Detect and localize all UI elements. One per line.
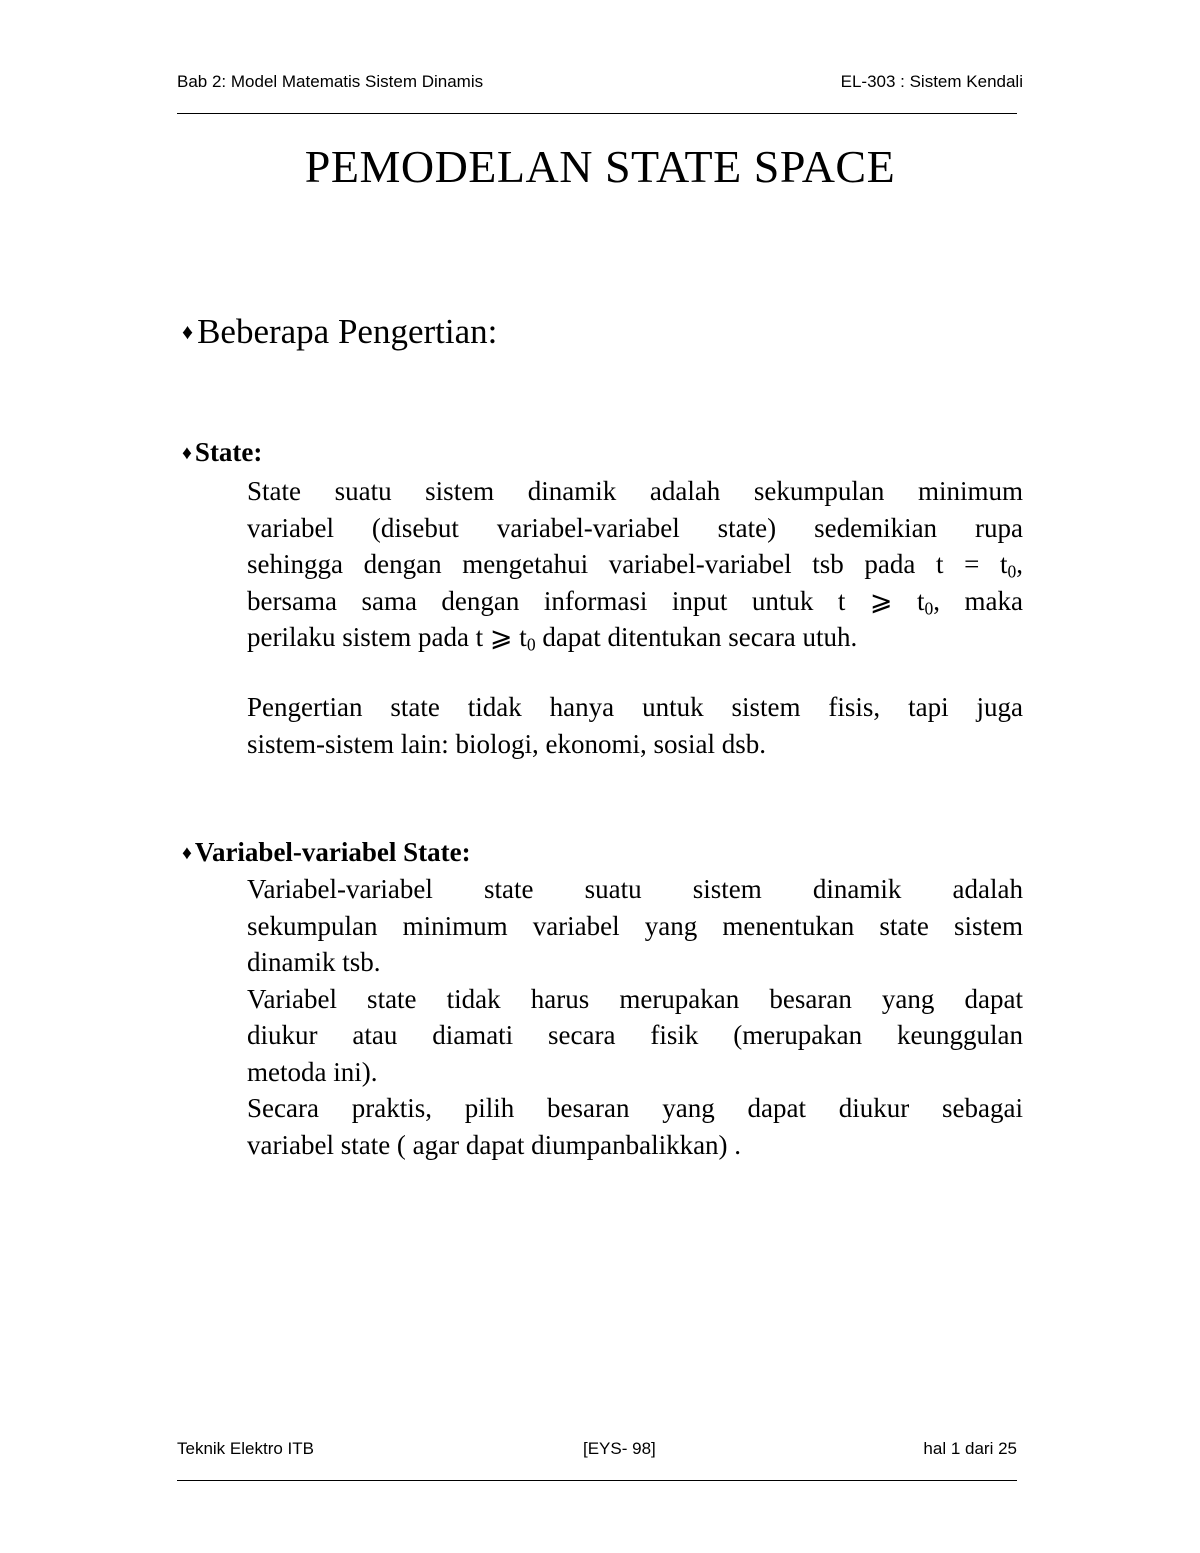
- text-line: State suatu sistem dinamik adalah sekumpulan minimum: [247, 476, 1023, 506]
- header-chapter-title: Bab 2: Model Matematis Sistem Dinamis: [177, 72, 484, 91]
- text-line: dinamik tsb.: [247, 947, 381, 977]
- page-footer: [177, 1439, 1023, 1463]
- variabel-paragraph: [247, 871, 1023, 1163]
- page-title: PEMODELAN STATE SPACE: [304, 141, 896, 192]
- text-line: metoda ini).: [247, 1056, 378, 1087]
- text-line: bersama sama dengan informasi input untuk t ⩾ $t_0$, maka: [247, 585, 1023, 618]
- diamond-bullet-icon: ♦: [182, 842, 192, 864]
- text-line: Pengertian state tidak hanya untuk sistem fisis, tapi juga: [247, 692, 1023, 722]
- text-line: Secara praktis, pilih besaran yang dapat diukur sebagai: [247, 1093, 1023, 1123]
- text-line: variabel state ( agar dapat diumpanbalikkan) .: [247, 1129, 742, 1160]
- text-line: sekumpulan minimum variabel yang menentukan state sistem: [247, 910, 1023, 941]
- state-scope-paragraph: [247, 689, 1023, 762]
- section-heading-text: Beberapa Pengertian:: [197, 312, 498, 351]
- section-heading: [182, 312, 497, 352]
- text-line: perilaku sistem pada t ⩾ $t_0$ dapat ditentukan secara utuh.: [247, 622, 858, 655]
- variabel-heading: [182, 837, 471, 868]
- state-definition-paragraph: [247, 473, 1023, 656]
- text-line: variabel (disebut variabel-variabel state) sedemikian rupa: [247, 512, 1023, 543]
- text-line: sistem-sistem lain: biologi, ekonomi, sosial dsb.: [247, 728, 766, 759]
- header-rule: [177, 113, 1017, 114]
- footer-rule: [177, 1480, 1017, 1481]
- diamond-bullet-icon: ♦: [182, 320, 194, 345]
- footer-code: [EYS- 98]: [583, 1439, 656, 1458]
- variabel-heading-text: Variabel-variabel State:: [194, 837, 471, 867]
- header-course-title: EL-303 : Sistem Kendali: [840, 72, 1023, 91]
- text-line: Variabel-variabel state suatu sistem dinamik adalah: [247, 874, 1023, 904]
- state-heading: [182, 437, 262, 468]
- text-line: diukur atau diamati secara fisik (merupakan keunggulan: [247, 1020, 1023, 1050]
- footer-department: Teknik Elektro ITB: [177, 1439, 314, 1458]
- page-header: [177, 72, 1023, 96]
- text-line: Variabel state tidak harus merupakan besaran yang dapat: [247, 983, 1023, 1014]
- text-line: sehingga dengan mengetahui variabel-variabel tsb pada $t = t_0$,: [247, 549, 1023, 582]
- footer-page-number: hal 1 dari 25: [923, 1439, 1017, 1458]
- diamond-bullet-icon: ♦: [182, 442, 192, 464]
- state-heading-text: State:: [194, 437, 263, 467]
